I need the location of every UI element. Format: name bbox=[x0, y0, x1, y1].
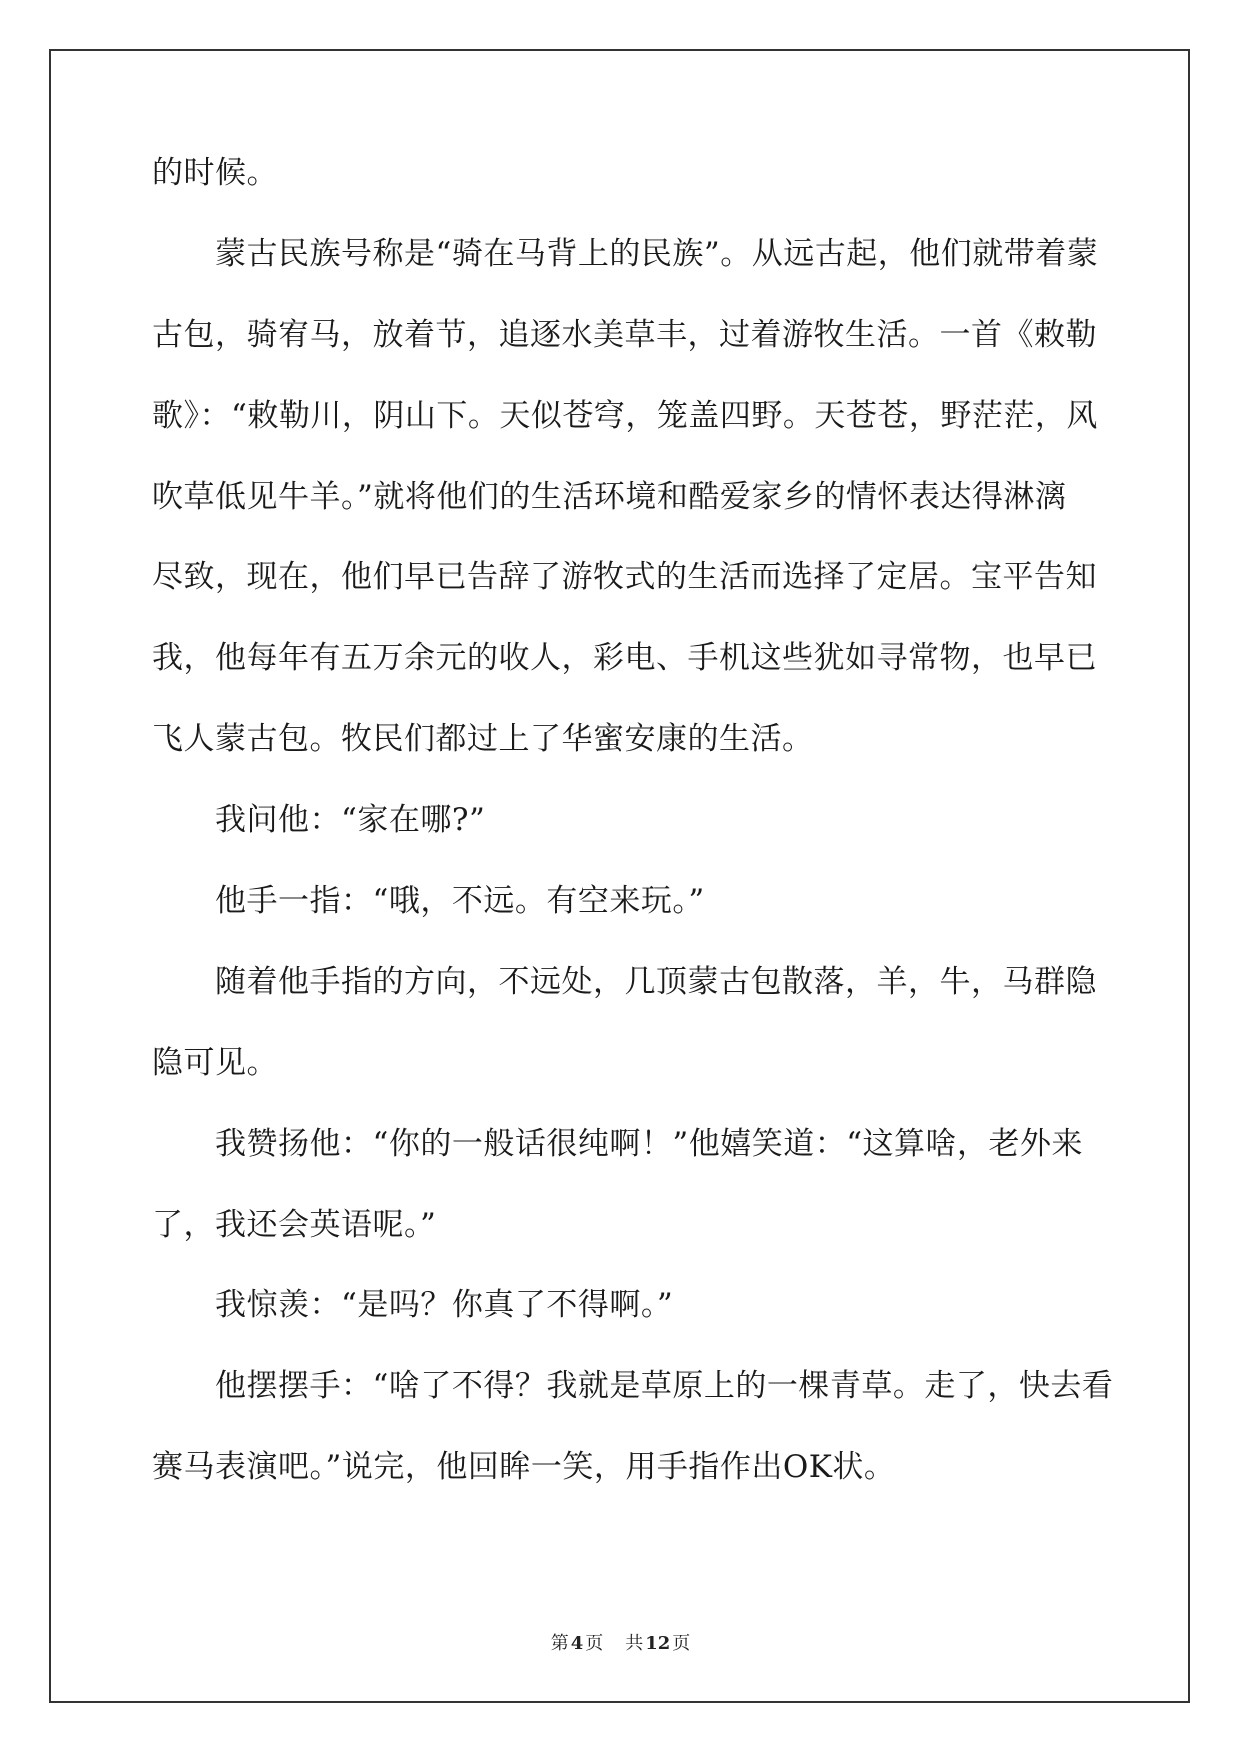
text-line: 我问他：“家在哪?” bbox=[215, 802, 486, 839]
text-line: 歌》：“敕勒川，阴山下。天似苍穹，笼盖四野。天苍苍，野茫茫，风 bbox=[152, 397, 1098, 434]
text-line: 我赞扬他：“你的一般话很纯啊！”他嬉笑道：“这算啥，老外来 bbox=[215, 1125, 1084, 1162]
page-prefix: 第 bbox=[550, 1633, 569, 1654]
text-line: 吹草低见牛羊。”就将他们的生活环境和酷爱家乡的情怀表达得淋漓 bbox=[152, 478, 1067, 515]
page-number: 4 bbox=[570, 1633, 584, 1654]
page-suffix: 页 bbox=[585, 1633, 604, 1654]
text-line: 随着他手指的方向，不远处，几顶蒙古包散落，羊，牛，马群隐 bbox=[215, 963, 1097, 1000]
text-line: 古包，骑宥马，放着节，追逐水美草丰，过着游牧生活。一首《敕勒 bbox=[152, 316, 1097, 353]
text-line: 了，我还会英语呢。” bbox=[152, 1206, 437, 1243]
text-line: 飞人蒙古包。牧民们都过上了华蜜安康的生活。 bbox=[152, 721, 814, 758]
total-suffix: 页 bbox=[672, 1633, 691, 1654]
text-line: 隐可见。 bbox=[152, 1044, 278, 1081]
text-line: 我，他每年有五万余元的收人，彩电、手机这些犹如寻常物，也早已 bbox=[152, 640, 1097, 677]
text-line: 他手一指：“哦，不远。有空来玩。” bbox=[215, 883, 705, 920]
text-line: 尽致，现在，他们早已告辞了游牧式的生活而选择了定居。宝平告知 bbox=[152, 559, 1097, 596]
text-line: 他摆摆手：“啥了不得？我就是草原上的一棵青草。走了，快去看 bbox=[215, 1368, 1114, 1405]
total-page-count: 12 bbox=[645, 1633, 671, 1654]
text-line: 赛马表演吧。”说完，他回眸一笑，用手指作出OK状。 bbox=[152, 1449, 896, 1486]
text-line: 蒙古民族号称是“骑在马背上的民族”。从远古起，他们就带着蒙 bbox=[215, 235, 1099, 272]
text-line: 的时候。 bbox=[152, 155, 278, 191]
document-body bbox=[152, 155, 1114, 1530]
total-prefix: 共 bbox=[625, 1633, 644, 1654]
text-line: 我惊羡：“是吗？你真了不得啊。” bbox=[215, 1287, 674, 1324]
page-footer bbox=[0, 1629, 1241, 1655]
